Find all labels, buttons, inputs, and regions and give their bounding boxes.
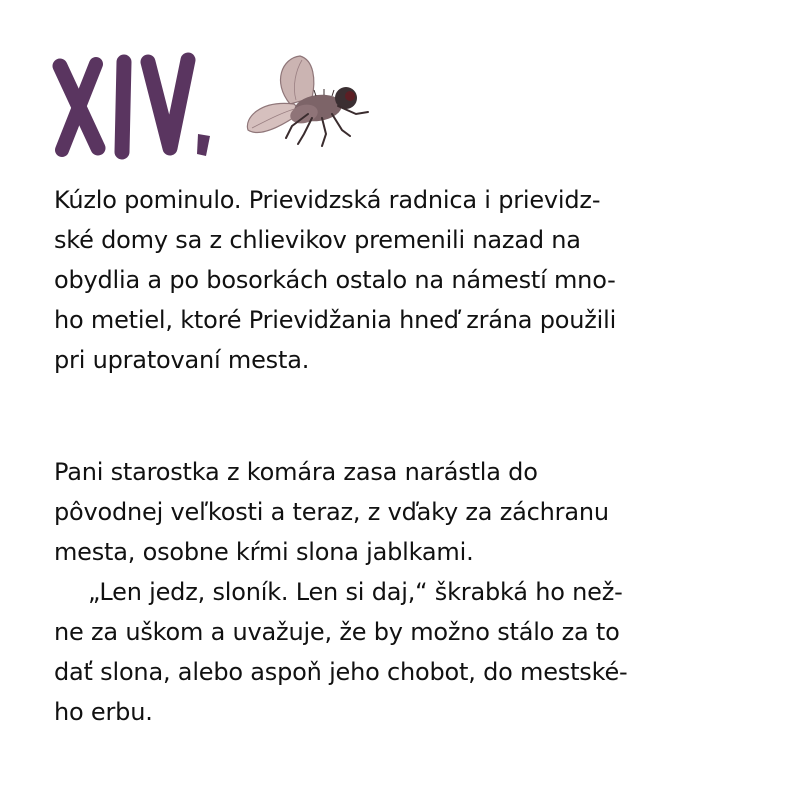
paragraph-line: pôvodnej veľkosti a teraz, z vďaky za záchranu — [54, 498, 609, 526]
paragraph-line: ho erbu. — [54, 698, 153, 726]
chapter-numeral — [52, 50, 222, 162]
paragraph-line: ské domy sa z chlievikov premenili nazad na — [54, 226, 581, 254]
paragraph-1 — [54, 180, 754, 380]
paragraph-line: Kúzlo pominulo. Prievidzská radnica i prievidz- — [54, 186, 601, 214]
paragraph-line: ho metiel, ktoré Prievidžania hneď zrána použili — [54, 306, 617, 334]
paragraph-2 — [54, 452, 754, 732]
paragraph-line: Pani starostka z komára zasa narástla do — [54, 458, 538, 486]
paragraph-line: mesta, osobne kŕmi slona jablkami. — [54, 538, 474, 566]
paragraph-line: pri upratovaní mesta. — [54, 346, 310, 374]
fly-icon — [242, 52, 374, 148]
paragraph-line: ne za uškom a uvažuje, že by možno stálo za to — [54, 618, 620, 646]
chapter-heading — [52, 50, 382, 170]
paragraph-line: dať slona, alebo aspoň jeho chobot, do mestské- — [54, 658, 628, 686]
paragraph-line: obydlia a po bosorkách ostalo na námestí mno- — [54, 266, 616, 294]
paragraph-line: „Len jedz, sloník. Len si daj,“ škrabká ho než- — [88, 578, 623, 606]
